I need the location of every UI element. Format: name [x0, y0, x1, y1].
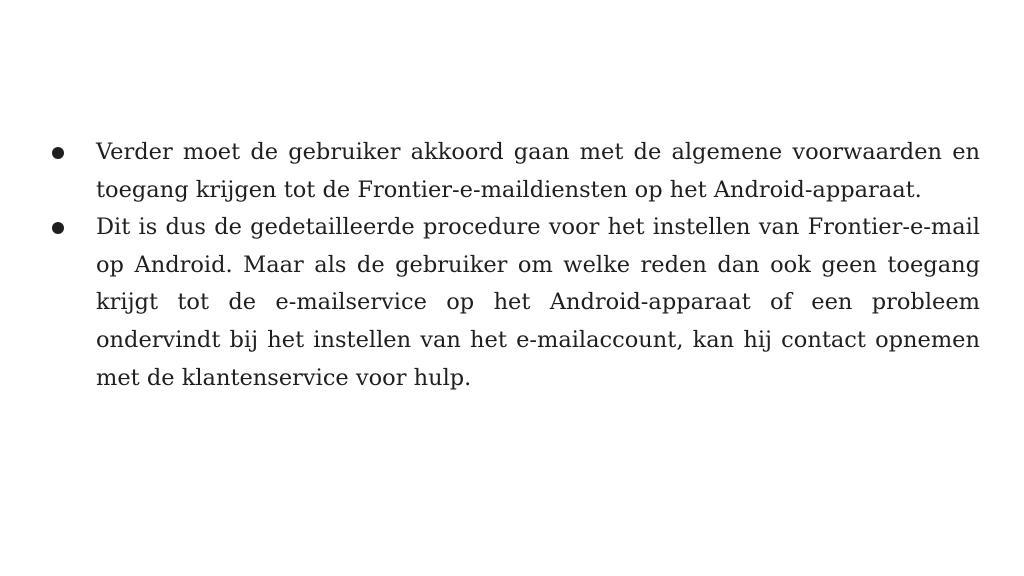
- bullet-text: Verder moet de gebruiker akkoord gaan met de algemene voorwaarden en toegang krijgen tot de Frontier-e-maildiensten op het Android-apparaat.: [96, 139, 980, 203]
- list-item: [48, 134, 980, 209]
- bullet-dot-icon: [52, 147, 64, 159]
- bullet-list: [48, 134, 980, 397]
- bullet-text: Dit is dus de gedetailleerde procedure voor het instellen van Frontier-e-mail op Android. Maar als de gebruiker om welke reden dan ook geen toegang krijgt tot de e-mailservice op het Android-apparaat of een probleem ondervindt bij het instellen van het e-mailaccount, kan hij contact opnemen met de klantenservice voor hulp.: [96, 214, 980, 391]
- list-item: [48, 209, 980, 397]
- bullet-dot-icon: [52, 222, 64, 234]
